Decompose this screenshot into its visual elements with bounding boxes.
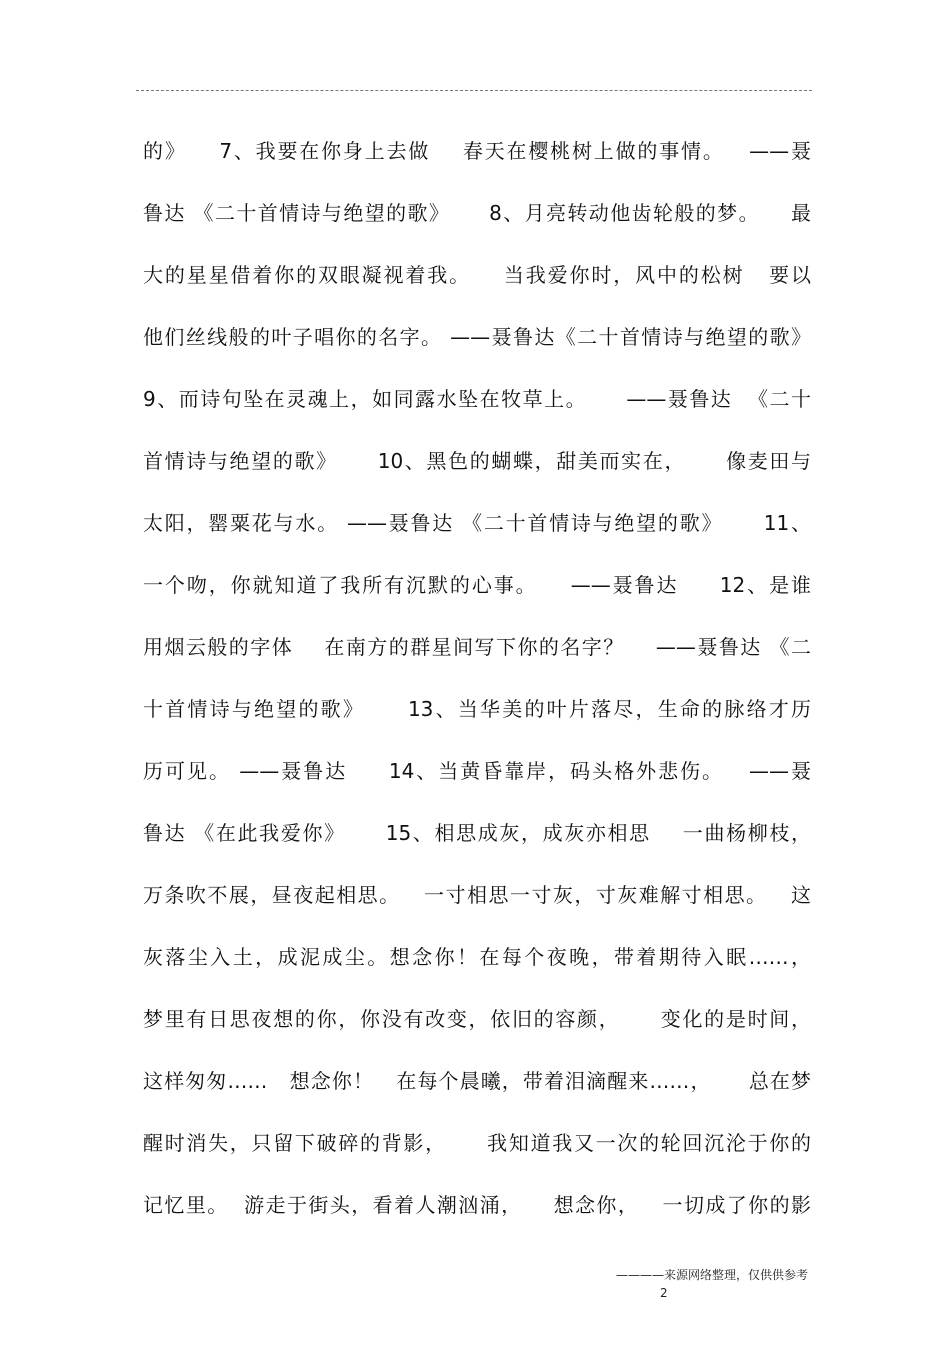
text-line: 十首情诗与绝望的歌》 13、当华美的叶片落尽，生命的脉络才历 bbox=[143, 697, 811, 721]
text-line: 这样匆匆…… 想念你！ 在每个晨曦，带着泪滴醒来……， 总在梦 bbox=[143, 1069, 811, 1093]
text-line: 一个吻，你就知道了我所有沉默的心事。 ——聂鲁达 12、是谁 bbox=[143, 573, 811, 597]
text-line: 记忆里。 游走于街头，看着人潮汹涌， 想念你， 一切成了你的影 bbox=[143, 1193, 811, 1217]
text-line: 的》 7、我要在你身上去做 春天在樱桃树上做的事情。 ——聂 bbox=[143, 139, 811, 163]
text-line: 大的星星借着你的双眼凝视着我。 当我爱你时，风中的松树 要以 bbox=[143, 263, 811, 287]
text-line: 他们丝线般的叶子唱你的名字。 ——聂鲁达《二十首情诗与绝望的歌》 bbox=[143, 325, 811, 349]
source-note: ————来源网络整理，仅供供参考 bbox=[615, 1268, 808, 1282]
text-line: 醒时消失，只留下破碎的背影， 我知道我又一次的轮回沉沦于你的 bbox=[143, 1131, 811, 1155]
text-line: 鲁达 《在此我爱你》 15、相思成灰，成灰亦相思 一曲杨柳枝， bbox=[143, 821, 811, 845]
text-line: 用烟云般的字体 在南方的群星间写下你的名字？ ——聂鲁达 《二 bbox=[143, 635, 811, 659]
text-line: 首情诗与绝望的歌》 10、黑色的蝴蝶，甜美而实在， 像麦田与 bbox=[143, 449, 811, 473]
header-divider bbox=[136, 90, 812, 91]
text-line: 鲁达 《二十首情诗与绝望的歌》 8、月亮转动他齿轮般的梦。 最 bbox=[143, 201, 811, 225]
text-line: 太阳，罂粟花与水。 ——聂鲁达 《二十首情诗与绝望的歌》 11、 bbox=[143, 511, 811, 535]
text-line: 灰落尘入土，成泥成尘。想念你！在每个夜晚，带着期待入眠……， bbox=[143, 945, 811, 969]
page-footer bbox=[601, 1248, 808, 1320]
text-line: 历可见。 ——聂鲁达 14、当黄昏靠岸，码头格外悲伤。 ——聂 bbox=[143, 759, 811, 783]
text-line: 9、而诗句坠在灵魂上，如同露水坠在牧草上。 ——聂鲁达 《二十 bbox=[143, 387, 811, 411]
text-line: 万条吹不展，昼夜起相思。 一寸相思一寸灰，寸灰难解寸相思。 这 bbox=[143, 883, 811, 907]
text-line: 梦里有日思夜想的你，你没有改变，依旧的容颜， 变化的是时间， bbox=[143, 1007, 811, 1031]
body-text bbox=[143, 120, 811, 1236]
page-number: 2 bbox=[659, 1286, 668, 1300]
